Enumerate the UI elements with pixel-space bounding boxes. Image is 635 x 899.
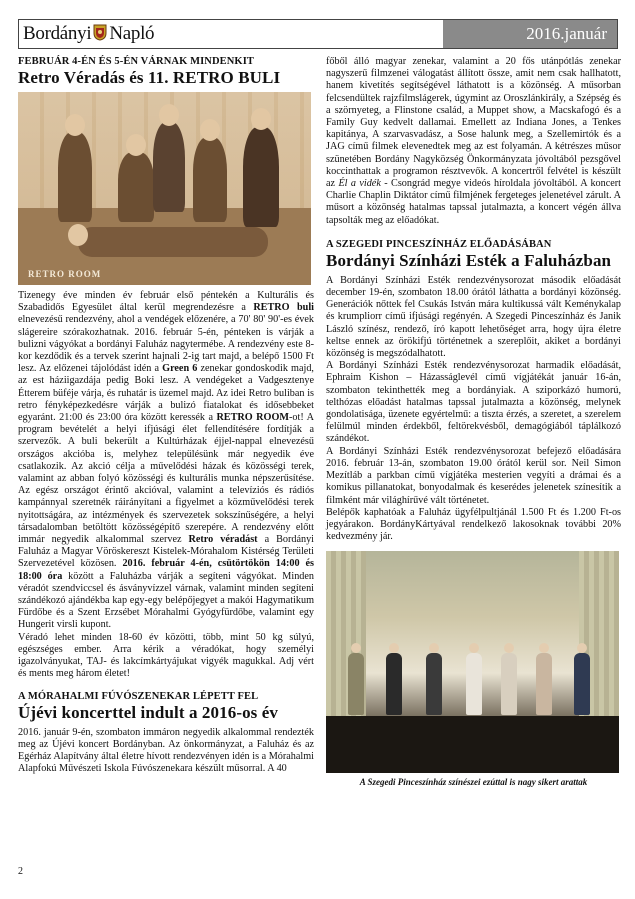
photo-caption: RETRO ROOM [28,269,102,279]
title-part-1: Bordányi [23,23,92,44]
issue-date: 2016.január [526,24,607,43]
photo-actor [426,653,442,715]
masthead [18,19,618,49]
retro-party-photo [18,92,311,285]
text-run: között a Faluházba várják a segíteni vágyókat. Minden véradót szendviccsel és ásványvízzel várnak, valamint minden segíteni szándékozó ajándékba kap egy-egy belépőjegyet a makói Hagymatikum Fürdőbe és a Szent Erzsébet Mórahalmi Gyógyfürdőbe, valamint egy Hungerit virsli kupont. [18,570,315,631]
issue-date-box [443,20,617,48]
masthead-title-area [19,20,443,48]
article3-kicker: A SZEGEDI PINCESZÍNHÁZ ELŐADÁSÁBAN [326,238,552,250]
photo-head [126,134,146,156]
text-run-bold: 2016. február 4-én, csütörtökön 14:00 és 18:00 óra [18,558,314,582]
text-run: - Csongrád megye videós híroldala jóvoltából. A koncert Charlie Chaplin Diktátor című filmjének fergeteges jelenetével zárult. A műsort a közönség hatalmas tapssal jutalmazta, a koncert végén állva tapsolták meg az előadókat. [326,178,622,226]
article2-continuation [326,56,621,227]
article3-paragraph-2: A Bordányi Színházi Esték rendezvénysorozat harmadik előadását, Ephraim Kishon – Házasságlevél című vígjátékát január 16-án, szombaton tekinthették meg a bordányiak. A sziporkázó humorú, telthózas előadást hatalmas tapssal jutalmazta a közönség, melynek gondolatisága, üzenete egyértelmű: a tiszta érzés, a szeretet, a szerelem felülmúl minden érdekből, feltörekvésből, demagógiából táplálkozó szándékot. [326,360,621,445]
article3-paragraph-4: Belépők kaphatóak a Faluház ügyfélpultjánál 1.500 Ft és 1.200 Ft-os jegyárakon. BordányKártyával rendelkező lakosoknak további 20% kedvezmény jár. [326,506,621,543]
coat-of-arms-icon [93,24,107,41]
text-run-bold: Green 6 [162,363,198,375]
photo-actor [501,653,517,715]
article1-headline: Retro Véradás és 11. RETRO BULI [18,68,281,87]
text-run-italic: Él a vidék [338,178,381,190]
text-run: Tizenegy éve minden év február első péntekén a Kulturális és Szabadidős Egyesület által kerül megrendezésre a [18,290,314,314]
stage-floor [326,716,619,774]
article3-paragraph-3: A Bordányi Színházi Esték rendezvénysorozat befejező előadására 2016. február 13-án, szombaton 19.00 órától kerül sor. Neil Simon Mezítláb a parkban című vígjátéka mesterien vegyíti a drámai és a komikus pillanatokat, bonyodalmak és keserédes jelenetek színesítik a filmként már világhírűvé vált történetet. [326,445,621,506]
theatre-stage-photo [326,551,619,773]
text-run-bold: RETRO buli [253,302,314,314]
article2-kicker: A MÓRAHALMI FÚVÓSZENEKAR LÉPETT FEL [18,690,259,702]
newspaper-title [23,23,154,45]
text-run: elnevezésű rendezvény, ahol a vendégek előzenére, a 70' 80' 90'-es évek slágereire szórakozhatnak. 2016. február 5-én, pénteken is várják a bulizni vágyókat a bordányi Faluház nagytermébe. A rendezvény este 8-kor kezdődik és a tervek szerint hajnali 2-ig tart majd, a belépő 1500 Ft lesz. Az előzenei tájolódást idén a [18,314,314,375]
text-run: zenekar gondoskodik majd, az est háziigazdája pedig Boki lesz. A vendégeket a Vadgesztenye Étterem büféje várja, és ruhatár is üzemel majd. Az idei Retro buliban is retro fényképezkedésre várják a bulizó fiatalokat és idősebbeket egyaránt. 21:00 és 23:00 óra között keressék a [18,363,314,424]
article1-paragraph-1 [18,290,314,632]
photo-actor [536,653,552,715]
title-part-2: Napló [109,23,155,44]
text-run: főből álló magyar zenekar, valamint a 20 fős utánpótlás zenekar nagyszerű filmzenei válogatást állított össze, amit nem csak hallhatott, hanem kivetítés segítségével láthatott is a közönség. A műsorban felcsendültek rajzfilmslágerek, úgymint az Oroszlánkirály, a Szépség és a szörnyeteg, a Flinstone család, a Muppet show, a Macskafogó és a Family Guy kedvelt dallamai. Emellett az Indiana Jones, a Tenkes kapitánya, A szarvasvadász, a Sose halunk meg, a Szellemirtók és a JAG című filmek elevenedtek meg az est folyamán. A kétrészes műsor szünetében Bordány Nagyközség Önkormányzata jóvoltából pezsgővel koccinthattak a programon résztvevők. A koncertről felvétel is készült az [326,56,621,190]
photo-person [153,122,185,212]
article3-paragraph-1: A Bordányi Színházi Esték rendezvénysorozat második előadását december 19-én, szombaton 18.00 órától láthatta a bordányi közönség. Generációk nőttek fel Csukás István mára kultikussá vált Keménykalap és krumpliorr című ifjúsági regényén. A Szegedi Pinceszínház és Janik László színész, rendező, író kapott lehetőséget arra, hogy újra életre keltse ennek az örökifjú történetnek a szereplőit, akiket a bordányi közönség is megszódalhatott. [326,274,621,360]
text-run-bold: RETRO ROOM [216,412,289,424]
article2-paragraph-1: 2016. január 9-én, szombaton immáron negyedik alkalommal rendezték meg az Újévi koncert Bordányban. Az önkormányzat, a Faluház és az Egérház Alapítvány által életre hívott rendezvényen idén is a Mórahalmi Alapfokú Művészeti Iskola Fúvószenekara készült műsorral. A 40 [18,726,314,775]
photo-person [78,227,268,257]
text-run: -ot! A program bevételét a helyi ifjúsági élet fellendítésére fordítják a szervezők. A buli bekerült a Kultúrházak éjjel-nappal elnevezésű országos akcióba is, melyhez településünk már negyedik éve csatlakozik. Az akció célja a művelődési házak és közösségi terek, valamint az abban folyó közösségi és kulturális munka népszerűsítése. Az egész országot érintő akcióval, valamint a televíziós és rádiós kampánnyal szeretnék ráirányítani a figyelmet a közművelődési terek nyitottságára, az intézmények és szervezetek sokszínűségére, a helyi társadalomban betöltött közösségépítő szerepére. A rendezvény előtt immár negyedik alkalommal szervez [18,412,314,546]
text-run-bold: Retro véradást [188,534,258,546]
article2-headline: Újévi koncerttel indult a 2016-os év [18,702,278,722]
photo-head [65,114,85,136]
photo-actor [386,653,402,715]
photo-caption: A Szegedi Pinceszínház színészei ezúttal is nagy sikert arattak [359,777,588,788]
photo-actor [348,653,364,715]
photo-person [58,132,92,222]
article3-headline: Bordányi Színházi Esték a Faluházban [326,250,612,270]
photo-person [118,152,154,222]
page-number: 2 [18,866,23,877]
photo-person [243,127,279,227]
right-column [326,56,621,787]
left-column [18,56,314,775]
photo-head [159,104,179,126]
text-run: a Bordányi Faluház a Magyar Vöröskereszt Kistelek-Mórahalom Kistérség Területi Szervezetével közösen. [18,534,314,570]
photo-head [68,224,88,246]
photo-actor [466,653,482,715]
photo-person [193,137,227,222]
article1-paragraph-2: Véradó lehet minden 18-60 év közötti, több, mint 50 kg súlyú, egészséges ember. Arra kérik a véradókat, hogy személyi igazolványukat, TAJ- és lakcímkártyájukat vigyék magukkal. Adj vért és ments meg három életet! [18,631,314,680]
article1-kicker: FEBRUÁR 4-ÉN ÉS 5-ÉN VÁRNAK MINDENKIT [18,56,254,67]
photo-head [200,119,220,141]
photo-head [251,108,271,130]
photo-actor [574,653,590,715]
